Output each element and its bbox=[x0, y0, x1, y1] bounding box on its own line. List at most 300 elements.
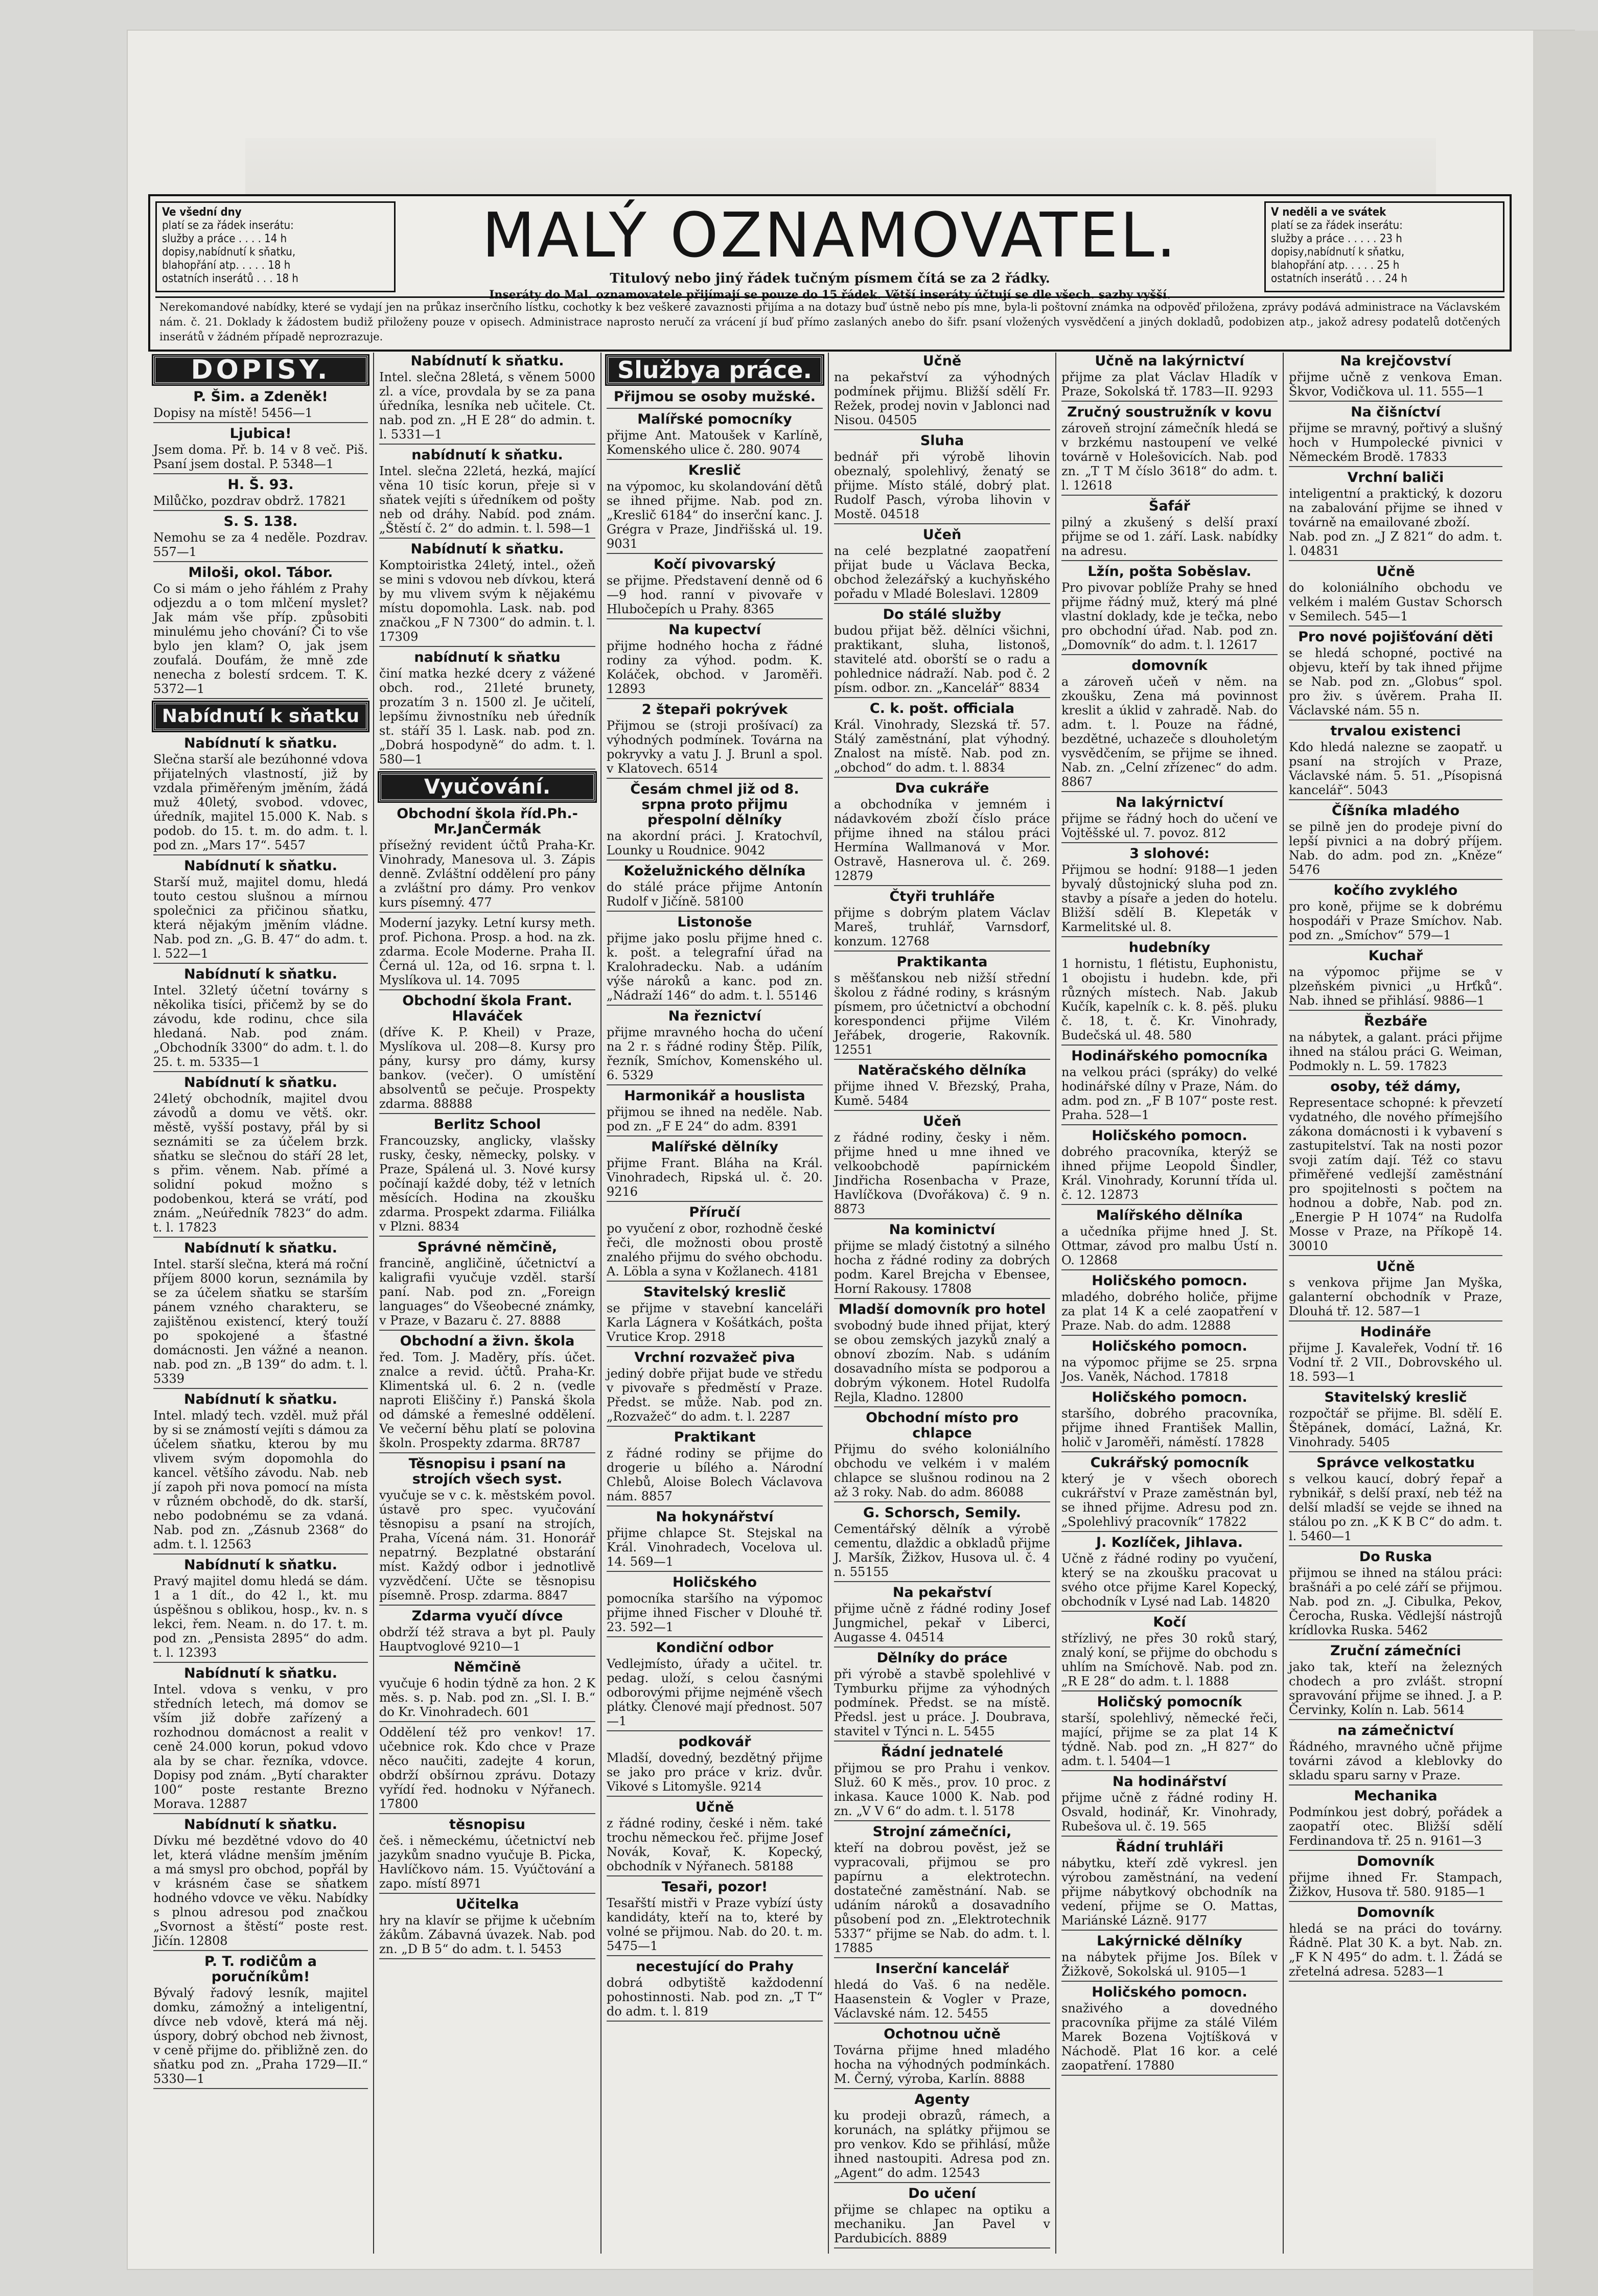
ad-text: Mladší, dovedný, bezdětný přijme se jako pro práce v kriz. dvůr. Vikové s Litomyšle. 9214 bbox=[607, 1751, 823, 1794]
ad-title: Miloši, okol. Tábor. bbox=[188, 565, 333, 581]
classified-ad bbox=[1289, 1905, 1502, 1982]
ad-title: Přijmou se osoby mužské. bbox=[613, 389, 816, 405]
ad-title: Stavitelský kreslič bbox=[1324, 1389, 1467, 1405]
classified-ad bbox=[1061, 1695, 1278, 1771]
classified-ad bbox=[153, 565, 368, 699]
ad-title: Berlitz School bbox=[433, 1117, 541, 1132]
ad-title: Stavitelský kreslič bbox=[643, 1284, 786, 1300]
ad-text: svobodný bude ihned přijat, který se obou zemských jazyků znalý a obnoví zbozím. Nab. s udáním dosavadního místa se podporou a dobrým výkonem. Hotel Rudolfa Rejla, Kladno. 12800 bbox=[834, 1318, 1050, 1404]
classified-ad bbox=[1061, 1390, 1278, 1452]
classified-ad bbox=[1061, 1208, 1278, 1270]
ad-text: přijme se chlapec na optiku a mechaniku. Jan Pavel v Pardubicích. 8889 bbox=[834, 2202, 1050, 2245]
classified-ad bbox=[607, 864, 823, 912]
ad-title: Nabídnutí k sňatku. bbox=[184, 1817, 337, 1833]
ad-text: francině, angličině, účetnictví a kaligrafii vyučuje vzděl. starší paní. Nab. pod zn. „Foreign languages“ do Všeobecné známky, v Praze, v Bazaru č. 27. 8888 bbox=[379, 1256, 595, 1328]
ad-text: Král. Vinohrady, Slezská tř. 57. Stálý zaměstnání, plat výhodný. Znalost na místě. Nab. pod zn. „obchod“ do adm. t. l. 8834 bbox=[834, 717, 1050, 775]
ad-text: přijme ihned Fr. Stampach, Žižkov, Husova tř. 580. 9185—1 bbox=[1289, 1870, 1502, 1899]
classified-ad bbox=[607, 1285, 823, 1347]
classified-ad bbox=[1061, 1985, 1278, 2076]
ad-text: vyučuje se v c. k. městském povol. ústavě pro spec. vyučování těsnopisu a psaní na strojích, Praha, Vícená nám. 31. Honorář nepatrný. Bezplatné obstarání míst. Každý odbor i jednotlivě vyzvědčení. Učte se těsnopisu písemně. Prosp. zdarma. 8847 bbox=[379, 1488, 595, 1603]
ad-title: nabídnutí k sňatku bbox=[414, 650, 561, 665]
ad-title: Praktikanta bbox=[896, 954, 988, 970]
classified-ad bbox=[379, 1609, 595, 1657]
ad-title: Malířské dělníky bbox=[651, 1139, 778, 1155]
classified-ad bbox=[1289, 1390, 1502, 1452]
section-heading: DOPISY. bbox=[153, 356, 368, 384]
ad-text: a zároveň učeň v něm. na zkoušku, Zena má povinnost kreslit a úklid v zahradě. Nab. do adm. t. l. Pouze na řádné, bezdětné, uchazeče s dlouholetým vysvědčením, se přijme se ihned. Nab. zn. „Celní zřízenec“ do adm. 8867 bbox=[1061, 675, 1278, 789]
classified-ad bbox=[1061, 1128, 1278, 1205]
ad-title: Tesaři, pozor! bbox=[661, 1879, 768, 1895]
ad-title: Dva cukráře bbox=[895, 780, 989, 796]
ad-text: 24letý obchodník, majitel dvou závodů a domu ve větš. okr. městě, vyšší postavy, přál by si seznámiti se za účelem brzk. sňatku se slečnou do stáří 28 let, s přim. věnem. Nab. přímé a solidní pokud možno s podobenkou, která se vrátí, pod znám. „Neúředník 7823“ do adm. t. l. 17823 bbox=[153, 1092, 368, 1235]
ad-text: pro koně, přijme se k dobrému hospodáři v Praze Smíchov. Nab. pod zn. „Smíchov“ 579—1 bbox=[1289, 899, 1502, 942]
ad-title: Učeň bbox=[922, 527, 962, 543]
ad-text: Dopisy na místě! 5456—1 bbox=[153, 406, 313, 420]
ad-text: Representace schopné: k převzetí vydatného, dle nového přímejšího zákona domácnosti i k vybavení s zastupitelství. Tak na nosti pozor svoji zatím dají. Též co stavu přiměřené vedlejší zaměstnání pro spojitelnosti s počtem na hodnou a dobře, Nab. pod zn. „Energie P H 1074“ na Rudolfa Mosse v Praze, na Příkopě 14. 30010 bbox=[1289, 1096, 1502, 1253]
ad-text: činí matka hezké dcery z vážené obch. rod., 21leté brunety, prozatím 3 n. 1500 zl. Je učitelí, lepšímu živnostníku neb úředník st. stáří 35 l. Lask. nab. pod zn. „Dobrá hospodyně“ do adm. t. l. 580—1 bbox=[379, 666, 595, 767]
ad-title: Kuchař bbox=[1368, 948, 1423, 964]
classified-ad bbox=[607, 463, 823, 554]
ad-text: češ. i německému, účetnictví neb jazykům snadno vyučuje B. Picka, Havlíčkovo nám. 15. Vyúčtování a zapo. místí 8971 bbox=[379, 1834, 595, 1891]
classified-ad bbox=[1061, 1455, 1278, 1532]
ad-title: Kočí bbox=[1153, 1614, 1186, 1630]
classified-ad bbox=[153, 1392, 368, 1555]
ad-title: Mechanika bbox=[1354, 1788, 1438, 1804]
ad-title: Listonoše bbox=[677, 914, 752, 930]
ad-text: Francouzsky, anglicky, vlašsky rusky, česky, německy, polsky. v Praze, Spálená ul. 3. Nové kursy počínají každé doby, též v letních měsících. Hodina na zkoušku zdarma. Prospekt zdarma. Filiálka v Plzni. 8834 bbox=[379, 1133, 595, 1234]
classified-ad bbox=[379, 993, 595, 1114]
ad-title: podkovář bbox=[678, 1734, 751, 1750]
ad-title: Nabídnutí k sňatku. bbox=[184, 1075, 337, 1091]
ad-title: Učně bbox=[1376, 564, 1415, 579]
ad-title: Agenty bbox=[914, 2092, 970, 2107]
ad-text: dobrá odbytiště každodenní pohostinnosti. Nab. pod zn. „T T“ do adm. t. l. 819 bbox=[607, 1976, 823, 2019]
classified-ad bbox=[834, 2186, 1050, 2248]
ad-title: Řezbáře bbox=[1364, 1013, 1427, 1029]
rates-weekday-line: služby a práce . . . . 14 h bbox=[162, 233, 287, 245]
classified-ad bbox=[834, 2092, 1050, 2183]
ad-title: Obchodní škola říd.Ph.-Mr.JanČermák bbox=[397, 806, 578, 837]
classified-ad bbox=[607, 1880, 823, 1956]
ad-text: přijme Frant. Bláha na Král. Vinohradech, Ripská ul. č. 20. 9216 bbox=[607, 1156, 823, 1199]
ad-title: Na hokynářství bbox=[656, 1509, 774, 1525]
title-block bbox=[406, 200, 1254, 302]
ad-title: Obchodní místo pro chlapce bbox=[866, 1410, 1018, 1441]
ad-title: Nabídnutí k sňatku. bbox=[184, 1391, 337, 1407]
ad-text: Bývalý řadový lesník, majitel domku, zámožný a inteligentní, dívce neb vdově, která má něj. úspory, dobrý obchod neb živnost, v ceně přijme do. přibližně zen. do sňatku pod zn. „Praha 1729—II.“ 5330—1 bbox=[153, 1986, 368, 2086]
classified-ad bbox=[1061, 1840, 1278, 1931]
ad-title: Příručí bbox=[689, 1204, 740, 1220]
classified-ad bbox=[834, 1302, 1050, 1407]
ad-text: přijme za plat Václav Hladík v Praze, Sokolská tř. 1783—II. 9293 bbox=[1061, 370, 1278, 399]
classified-ad bbox=[1061, 499, 1278, 561]
classified-ad bbox=[607, 1734, 823, 1797]
ad-title: Šafář bbox=[1149, 498, 1190, 514]
classified-ad bbox=[834, 1585, 1050, 1648]
ad-text: přijme chlapce St. Stejskal na Král. Vinohradech, Vocelova ul. 14. 569—1 bbox=[607, 1526, 823, 1569]
classified-ad bbox=[834, 607, 1050, 698]
rates-weekday-line: dopisy,nabídnutí k sňatku, bbox=[162, 246, 296, 259]
classified-ad bbox=[1289, 1854, 1502, 1902]
ad-text: na celé bezplatné zaopatření přijat bude u Václava Becka, obchod železářský a kuchyňského pořadu v Mladé Boleslavi. 12809 bbox=[834, 544, 1050, 601]
ad-title: kočího zvyklého bbox=[1333, 883, 1458, 898]
ad-title: Nabídnutí k sňatku. bbox=[410, 541, 564, 557]
classified-ad bbox=[607, 1510, 823, 1572]
rates-holiday-line: blahopřání atp. . . . . 25 h bbox=[1271, 259, 1400, 272]
ad-text: rozpočtář se přijme. Bl. sdělí E. Štěpánek, domácí, Lažná, Kr. Vinohrady. 5405 bbox=[1289, 1406, 1502, 1449]
ad-text: pomocníka staršího na výpomoc přijme ihned Fischer v Dlouhé tř. 23. 592—1 bbox=[607, 1591, 823, 1634]
ad-text: přijme jako poslu přijme hned c. k. pošt. a telegrafní úřad na Kralohradecku. Nab. a udáním výše nároků a kanc. pod zn. „Nádraží 146“ do adm. t. l. 55146 bbox=[607, 931, 823, 1003]
classified-ad bbox=[1061, 940, 1278, 1046]
ad-text: na výpomoc přijme se 25. srpna Jos. Vaněk, Náchod. 17818 bbox=[1061, 1355, 1278, 1384]
ad-title: Vrchní baliči bbox=[1347, 470, 1444, 485]
classified-ad bbox=[379, 448, 595, 539]
ad-text: přijme ihned V. Březský, Praha, Kumě. 5484 bbox=[834, 1079, 1050, 1108]
classified-ad bbox=[1289, 1259, 1502, 1321]
ad-title: Těsnopisu i psaní na strojích všech syst. bbox=[408, 1456, 566, 1487]
ad-text: Intel. slečna 28letá, s věnem 5000 zl. a více, provdala by se za pana úředníka, lesníka neb učitele. Ct. nab. pod zn. „H E 28“ do admin. t. l. 5331—1 bbox=[379, 370, 595, 442]
ad-title: Řádní truhláři bbox=[1116, 1839, 1223, 1855]
ad-title: domovník bbox=[1131, 658, 1208, 674]
classified-ad bbox=[379, 1897, 595, 1959]
column-3 bbox=[600, 353, 828, 2254]
classified-ad bbox=[1289, 1643, 1502, 1720]
ad-text: jako tak, kteří na železných chodech a pro zvlášt. stropní spravování přijme se ihned. J. a P. Červinky, Kolín n. Lab. 5614 bbox=[1289, 1660, 1502, 1717]
ad-title: Domovník bbox=[1357, 1905, 1434, 1920]
ad-title: Dělníky do práce bbox=[876, 1650, 1008, 1666]
classified-ad bbox=[153, 1558, 368, 1663]
rates-weekday-line: Ve všední dny bbox=[162, 206, 242, 219]
ad-text: Slečna starší ale bezúhonné vdova přijatelných vlastností, již by vzdala přiměřeným jměním, žádá muž 40letý, svobod. vdovec, úředník, majitel 15.000 K. Nab. s podob. do 15. t. m. do adm. t. l. pod zn. „Mars 17“. 5457 bbox=[153, 752, 368, 852]
rates-holiday-line: ostatních inserátů . . . 24 h bbox=[1271, 272, 1407, 285]
ad-title: Na kupectví bbox=[668, 622, 761, 638]
classified-ad bbox=[607, 622, 823, 699]
ad-title: Koželužnického dělníka bbox=[623, 863, 806, 879]
classified-ad bbox=[1289, 1549, 1502, 1640]
classified-ad bbox=[153, 1666, 368, 1814]
classified-ad bbox=[379, 1660, 595, 1722]
ad-title: Ljubica! bbox=[229, 426, 292, 442]
ad-text: pilný a zkušený s delší praxí přijme se od 1. září. Lask. nabídky na adresu. bbox=[1061, 515, 1278, 558]
ad-text: Tesařští mistři v Praze vybízí ústy kandidáty, kteří na to, které by volné se přijmou. Nab. do 20. t. m. 5475—1 bbox=[607, 1896, 823, 1953]
section-heading: Nabídnutí k sňatku bbox=[153, 702, 368, 731]
classified-ad bbox=[834, 433, 1050, 524]
classified-ad bbox=[607, 1800, 823, 1876]
ad-title: Nabídnutí k sňatku. bbox=[410, 353, 564, 369]
classified-ad bbox=[1289, 405, 1502, 467]
ad-title: Nabídnutí k sňatku. bbox=[184, 735, 337, 751]
ad-title: Kreslič bbox=[688, 462, 742, 478]
classified-ad bbox=[1289, 803, 1502, 880]
column-5 bbox=[1055, 353, 1283, 2254]
classified-ad bbox=[1289, 948, 1502, 1011]
masthead bbox=[148, 194, 1512, 352]
rates-weekday-line: ostatních inserátů . . . 18 h bbox=[162, 272, 298, 285]
ad-text: přijmou se ihned na neděle. Nab. pod zn. „F E 24“ do adm. 8391 bbox=[607, 1105, 823, 1133]
classifieds-columns bbox=[148, 353, 1508, 2254]
ad-title: Učně bbox=[695, 1799, 734, 1815]
ad-text: Učně z řádné rodiny po vyučení, který se na zkoušku pracovat u svého otce přijme Karel Kopecký, obchodník v Lysé nad Lab. 14820 bbox=[1061, 1551, 1278, 1609]
ad-title: Číšníka mladého bbox=[1331, 803, 1460, 819]
classified-ad bbox=[1061, 564, 1278, 655]
classified-ad bbox=[1061, 405, 1278, 496]
ad-text: se přijme v stavební kanceláři Karla Lágnera v Košátkách, pošta Vrutice Krop. 2918 bbox=[607, 1301, 823, 1344]
ad-title: Správné němčině, bbox=[417, 1239, 558, 1255]
ad-text: inteligentní a praktický, k dozoru na zabalování přijme se ihned v továrně na emailované zboží. bbox=[1289, 486, 1502, 529]
faded-masthead-ghost bbox=[245, 138, 1436, 194]
ad-text: přijme mravného hocha do učení na 2 r. s řádné rodiny Štěp. Pilík, řezník, Smíchov, Komenského ul. 6. 5329 bbox=[607, 1025, 823, 1082]
ad-text: kteří na dobrou pověst, jež se vypracovali, přijmou se pro papírnu a elektrotechn. dostatečné zaměstnání. Nab. se udáním nároků a dosavadního působení pod zn. „Elektrotechnik 5337“ přijme se Nab. do adm. t. l. 17885 bbox=[834, 1841, 1050, 1955]
ad-text: přijme učně z řádné rodiny H. Osvald, hodinář, Kr. Vinohrady, Rubešova ul. č. 19. 565 bbox=[1061, 1791, 1278, 1834]
ad-text: přijme se řádný hoch do učení ve Vojtěšské ul. 7. povoz. 812 bbox=[1061, 811, 1278, 840]
ad-title: Sluha bbox=[920, 433, 964, 449]
classified-ad bbox=[834, 2027, 1050, 2089]
classified-ad bbox=[834, 781, 1050, 886]
classified-ad bbox=[379, 1117, 595, 1237]
subtitle: Titulový nebo jiný řádek tučným písmem čítá se za 2 řádky. bbox=[610, 271, 1050, 286]
ad-title: Učně bbox=[922, 353, 962, 369]
ad-text: dobrého pracovníka, kterýž se ihned přijme Leopold Šindler, Král. Vinohrady, Korunní třída ul. č. 12. 12873 bbox=[1061, 1145, 1278, 1202]
ad-text: na nábytek, a galant. práci přijme ihned na stálou práci G. Weiman, Podmokly n. L. 59. 17823 bbox=[1289, 1030, 1502, 1073]
ad-text: 1 hornistu, 1 flétistu, Euphonistu, 1 obojistu i hudebn. kde, při různých místech. Nab. Jakub Kučík, kapelník c. k. 8. pěš. pluku č. 18, t. č. Kr. Vinohrady, Budečská ul. 48. 580 bbox=[1061, 957, 1278, 1042]
classified-ad bbox=[379, 1817, 595, 1894]
ad-text: Oddělení též pro venkov! 17. učebnice rok. Kdo chce v Praze něco naučiti, zadejte 4 korun, obdrží obšírnou zprávu. Dotazy vyřídí řed. hodnoku v Nýřanech. 17800 bbox=[379, 1725, 595, 1811]
classified-ad bbox=[834, 1222, 1050, 1299]
classified-ad bbox=[834, 1063, 1050, 1111]
ad-text: Kdo hledá nalezne se zaopatř. u psaní na strojích v Praze, Václavské nám. 5. 51. „Písopisná kancelář“. 5043 bbox=[1289, 740, 1502, 797]
ad-text: snaživého a dovedného pracovníka přijme za stálé Vilém Marek Bozena Vojtíšková v Náchodě. Plat 16 kor. a celé zaopatření. 17880 bbox=[1061, 2001, 1278, 2073]
ad-title: osoby, též dámy, bbox=[1330, 1079, 1461, 1095]
ad-title: Kočí pivovarský bbox=[653, 556, 776, 572]
ad-title: Holičského pomocn. bbox=[1092, 1128, 1247, 1144]
rates-holiday-box bbox=[1264, 201, 1504, 292]
ad-title: Nabídnutí k sňatku. bbox=[184, 1557, 337, 1573]
classified-ad bbox=[607, 412, 823, 460]
classified-ad bbox=[607, 389, 823, 409]
classified-ad bbox=[1289, 564, 1502, 627]
classified-ad bbox=[1061, 1273, 1278, 1336]
ad-title: Pro nové pojišťování děti bbox=[1298, 629, 1493, 645]
classified-ad bbox=[153, 967, 368, 1072]
ad-text: Pro pivovar poblíže Prahy se hned přijme řádný muž, který má plné vlastní doklady, kde je tečka, nebo pro obchodní úřad. Nab. pod zn. „Domovník“ do adm. t. l. 12617 bbox=[1061, 581, 1278, 652]
ad-title: Mladší domovník pro hotel bbox=[838, 1302, 1046, 1317]
ad-text: s velkou kaucí, dobrý řepař a rybnikář, s delší praxí, neb též na delší mladší se vejde se ihned na stálou po zn. „K K B C“ do adm. t. l. 5460—1 bbox=[1289, 1472, 1502, 1543]
ad-title: 3 slohové: bbox=[1129, 846, 1210, 862]
rates-weekday-line: platí se za řádek inserátu: bbox=[162, 219, 294, 232]
ad-title: Lžín, pošta Soběslav. bbox=[1087, 564, 1252, 579]
ad-title: Natěračského dělníka bbox=[858, 1062, 1027, 1078]
ad-title: Na hodinářství bbox=[1112, 1774, 1227, 1790]
ad-text: s venkova přijme Jan Myška, galanterní obchodník v Praze, Dlouhá tř. 12. 587—1 bbox=[1289, 1275, 1502, 1318]
classified-ad bbox=[379, 1725, 595, 1814]
classified-ad bbox=[1061, 1535, 1278, 1612]
ad-text: přijme s dobrým platem Václav Mareš, truhlář, Varnsdorf, konzum. 12768 bbox=[834, 906, 1050, 948]
ad-text: Starší muž, majitel domu, hledá touto cestou slušnou a mírnou společnici za přičinou sňatku, která nějakým jměním vládne. Nab. pod zn. „G. B. 47“ do adm. t. l. 522—1 bbox=[153, 875, 368, 961]
ad-title: Zruční zámečníci bbox=[1330, 1643, 1462, 1659]
classified-ad bbox=[1289, 1723, 1502, 1785]
classified-ad bbox=[153, 1954, 368, 2089]
ad-text: na nábytek přijme Jos. Bílek v Žižkově, Sokolská ul. 9105—1 bbox=[1061, 1950, 1278, 1979]
ad-title: Učitelka bbox=[455, 1896, 519, 1912]
rates-weekday-line: blahopřání atp. . . . . 18 h bbox=[162, 259, 291, 272]
classified-ad bbox=[607, 915, 823, 1006]
ad-text: Jsem doma. Př. b. 14 v 8 več. Piš. Psaní jsem dostal. P. 5348—1 bbox=[153, 443, 368, 471]
ad-title: Němčině bbox=[453, 1659, 521, 1675]
classified-ad bbox=[607, 702, 823, 779]
classified-ad bbox=[834, 1114, 1050, 1219]
ad-text: střízlivý, ne přes 30 roků starý, znalý koní, se přijme do obchodu s uhlím na Smíchově. Nab. pod zn. „R E 28“ do adm. t. l. 1888 bbox=[1061, 1631, 1278, 1688]
classified-ad bbox=[1061, 1615, 1278, 1691]
ad-title: Na krejčovství bbox=[1340, 353, 1451, 369]
classified-ad bbox=[834, 1961, 1050, 2024]
ad-title: Strojní zámečníci, bbox=[872, 1824, 1012, 1840]
ad-text: Moderní jazyky. Letní kursy meth. prof. Pichona. Prosp. a hod. na zk. zdarma. Ecole Moderne. Praha II. Černá ul. 12a, od 16. srpna t. l. Myslíkova ul. 14. 7095 bbox=[379, 916, 595, 987]
ad-text: přijme se mladý čistotný a silného hocha z řádné rodiny za dobrých podm. Karel Brejcha v Ebensee, Horní Rakousy. 17808 bbox=[834, 1239, 1050, 1296]
ad-title: Do učení bbox=[908, 2186, 976, 2201]
ad-text: zároveň strojní zámečník hledá se v brzkému nastoupení ve velké továrně v Holešovicích. Nab. pod zn. „T T M číslo 3618“ do adm. t. l. 12618 bbox=[1061, 421, 1278, 493]
ad-text: s měšťanskou neb nižší střední školou z řádné rodiny, s krásným písmem, pro účetnictví a obchodní korespondenci přijme Vilém Jeřábek, drogerie, Rakovník. 12551 bbox=[834, 971, 1050, 1057]
section-heading: Vyučování. bbox=[379, 773, 595, 801]
ad-title: Správce velkostatku bbox=[1316, 1455, 1475, 1471]
administration-notice: Nerekomandové nabídky, které se vydají jen na průkaz inserčního lístku, cochotky k bez veškeré zavaznosti přijíma a na dotazy buď ústně nebo pís mne, byla-li poštovní známka na odpověď přiložena, zprávy podává administrace na Václavském nám. č. 21. Doklady k žádostem budiž přiloženy pouze v opisech. Administrace naprosto neručí za vrácení jí buď přímo zaslaných anebo do šifr. psaní vložených vysvědčení a jiných dokladů, podobizen atp., jakož adresy podatelů dotčených inserátů v žádném případě neprozrazuje. bbox=[155, 296, 1504, 343]
ad-title: Řádní jednatelé bbox=[881, 1744, 1004, 1760]
classified-ad bbox=[1061, 354, 1278, 402]
rates-holiday-line: dopisy,nabídnutí k sňatku, bbox=[1271, 246, 1405, 259]
ad-title: P. T. rodičům a poručníkům! bbox=[204, 1954, 317, 1985]
ad-title: Nabídnutí k sňatku. bbox=[184, 858, 337, 874]
classified-ad bbox=[379, 806, 595, 913]
ad-text: Intel. vdova s venku, v pro středních letech, má domov se vším již dobře zařízený a rozhodnou domácnost a realit v ceně 24.000 korun, pokud vdovo ala by se char. řezníka, vdovce. Dopisy pod znám. „Bytí charakter 100“ poste restante Brezno Morava. 12887 bbox=[153, 1682, 368, 1811]
ad-text: Řádného, mravného učně přijme továrni závod a kleblovky do skladu sparu sarny v Praze. bbox=[1289, 1740, 1502, 1782]
ad-title: Na řeznictví bbox=[668, 1008, 761, 1024]
ad-text: přijme Ant. Matoušek v Karlíně, Komenského ulice č. 280. 9074 bbox=[607, 428, 823, 457]
ad-title: Holičský pomocník bbox=[1097, 1694, 1242, 1710]
ad-title: P. Šim. a Zdeněk! bbox=[193, 389, 328, 405]
ad-text: a obchodníka v jemném i nádavkovém zboží číslo práce přijme ihned na stálou práci Hermína Wallmanová v Mor. Ostravě, Hasnerova ul. č. 269. 12879 bbox=[834, 797, 1050, 883]
ad-title: Lakýrnické dělníky bbox=[1097, 1933, 1242, 1949]
classified-ad bbox=[153, 514, 368, 562]
classified-ad bbox=[607, 1430, 823, 1506]
ad-text: přijme učně z řádné rodiny Josef Jungmichel, pekař v Liberci, Augasse 4. 04514 bbox=[834, 1602, 1050, 1644]
ad-title: trvalou existenci bbox=[1330, 723, 1461, 739]
ad-title: G. Schorsch, Semily. bbox=[863, 1505, 1022, 1521]
ad-title: Obchodní škola Frant. Hlaváček bbox=[402, 993, 572, 1024]
classified-ad bbox=[1289, 1079, 1502, 1256]
ad-text: přísežný revident účtů Praha-Kr. Vinohrady, Manesova ul. 3. Zápis denně. Zvláštní oddělení pro pány a zvláštní pro dámy. Pro venkov kurs písemný. 477 bbox=[379, 838, 595, 910]
ad-title: hudebníky bbox=[1128, 940, 1211, 956]
classified-ad bbox=[1289, 1455, 1502, 1546]
ad-text: bednář při výrobě lihovin obeznalý, spolehlivý, ženatý se přijme. Místo stálé, dobrý plat. Rudolf Pasch, výroba lihovin v Mostě. 04518 bbox=[834, 450, 1050, 521]
ad-text: na pekařství za výhodných podmínek přijmu. Bližší sdělí Fr. Režek, prodej novin v Jablonci nad Nisou. 04505 bbox=[834, 370, 1050, 427]
ad-title: Holičského pomocn. bbox=[1092, 1273, 1247, 1289]
classified-ad bbox=[1061, 1339, 1278, 1387]
column-2 bbox=[373, 353, 600, 2254]
ad-title: Malířského dělníka bbox=[1096, 1208, 1243, 1223]
ad-text: Podmínkou jest dobrý, pořádek a zaopatří otec. Bližší sdělí Ferdinandova tř. 25 n. 9161—3 bbox=[1289, 1805, 1502, 1848]
rates-holiday-line: platí se za řádek inserátu: bbox=[1271, 219, 1403, 232]
ad-title: Hodinářského pomocníka bbox=[1071, 1048, 1268, 1064]
classified-ad bbox=[834, 1505, 1050, 1582]
ad-title: Holičského pomocn. bbox=[1092, 1338, 1247, 1354]
classified-ad bbox=[1289, 630, 1502, 721]
ad-text: jediný dobře přijat bude ve středu v pivovaře s předměstí v Praze. Předst. se může. Nab. pod zn. „Rozvažeč“ do adm. t. l. 2287 bbox=[607, 1366, 823, 1424]
classified-ad bbox=[607, 1009, 823, 1085]
column-6 bbox=[1283, 353, 1508, 2254]
classified-ad bbox=[379, 354, 595, 445]
ad-text: se pilně jen do prodeje pivní do lepší pivnici a na dobrý příjem. Nab. do adm. pod zn. „Kněze“ 5476 bbox=[1289, 820, 1502, 877]
ad-text: se přijme. Představení denně od 6—9 hod. ranní v pivovaře v Hlubočepích u Prahy. 8365 bbox=[607, 573, 823, 616]
classified-ad bbox=[153, 1241, 368, 1389]
ad-text: hledá do Vaš. 6 na neděle. Haasenstein & Vogler v Praze, Václavské nám. 12. 5455 bbox=[834, 1978, 1050, 2021]
classified-ad bbox=[1061, 846, 1278, 937]
ad-text: Dívku mé bezdětné vdovo do 40 let, která vládne menším jměním a má smysl pro obchod, popřál by v krásném čase se sňatkem hodného vdovce ve věku. Nabídky s plnou adresou pod značkou „Svornost a štěstí“ poste rest. Jičín. 12808 bbox=[153, 1834, 368, 1948]
ad-text: Intel. starší slečna, která má roční příjem 8000 korun, seznámila by se za účelem sňatku se starším pánem vzného charakteru, se zajištěnou existencí, který touží po spokojené a šťastné domácnosti. Jen vážné a neanon. nab. pod zn. „B 139“ do adm. t. l. 5339 bbox=[153, 1257, 368, 1386]
ad-text: při výrobě a stavbě spolehlivé v Tymburku přijme za výhodných podmínek. Předst. se na místě. Předsl. jest u práce. J. Doubrava, stavitel v Týnci n. L. 5455 bbox=[834, 1667, 1050, 1738]
ad-text-extra: Nab. pod zn. „J Z 821“ do adm. t. l. 04831 bbox=[1289, 529, 1502, 558]
ad-text: přijme se mravný, pořtivý a slušný hoch v Humpolecké pivnici v Německém Brodě. 17833 bbox=[1289, 421, 1502, 464]
classified-ad bbox=[153, 1817, 368, 1951]
ad-title: necestující do Prahy bbox=[636, 1959, 794, 1975]
ad-text: ku prodeji obrazů, rámech, a korunách, na splátky přijmou se pro venkov. Kdo se přihlásí, může ihned nastoupiti. Adresa pod zn. „Agent“ do adm. 12543 bbox=[834, 2108, 1050, 2180]
ad-text: hry na klavír se přijme k učebním žákům. Zábavná úvazek. Nab. pod zn. „D B 5“ do adm. t. l. 5453 bbox=[379, 1913, 595, 1956]
ad-title: Na čišníctví bbox=[1351, 404, 1441, 420]
classified-ad bbox=[153, 389, 368, 423]
rates-holiday-line: služby a práce . . . . . 23 h bbox=[1271, 233, 1402, 245]
ad-text: řed. Tom. J. Maděry, přís. účet. znalce a revid. účtů. Praha-Kr. Klimentská ul. 6. 2 n. (vedle naproti Eliščiny ř.) Panská škola od dámské a řemeslné oddělení. Ve večerní běhu platí se polovina školn. Prospekty zdarma. 8R787 bbox=[379, 1350, 595, 1450]
classified-ad bbox=[1289, 724, 1502, 800]
ad-title: Praktikant bbox=[674, 1429, 756, 1445]
ad-text: z řádné rodiny se přijme do drogerie u bílého a. Národní Chlebů, Aloise Bolech Václavova nám. 8857 bbox=[607, 1446, 823, 1503]
ad-title: Obchodní a živn. škola bbox=[400, 1333, 575, 1349]
classified-ad bbox=[379, 1456, 595, 1606]
classified-ad bbox=[379, 1334, 595, 1453]
ad-title: Učně bbox=[1376, 1259, 1415, 1274]
classified-ad bbox=[607, 1959, 823, 2022]
classified-ad bbox=[1289, 470, 1502, 561]
ad-text: Továrna přijme hned mladého hocha na výhodných podmínkách. M. Černý, výroba, Karlín. 8888 bbox=[834, 2043, 1050, 2086]
ad-title: Učně na lakýrnictví bbox=[1095, 353, 1244, 369]
ad-text: Komptoiristka 24letý, intel., ožeň se mini s vdovou neb dívkou, která by mu vlivem svým k nějakému místu dopomohla. Lask. nab. pod značkou „F N 7300“ do admin. t. l. 17309 bbox=[379, 558, 595, 644]
ad-text: který je v všech oborech cukrářství v Praze zaměstnán byl, se ihned přijme. Adresu pod zn. „Spolehlivý pracovník“ 17822 bbox=[1061, 1472, 1278, 1529]
classified-ad bbox=[834, 1745, 1050, 1821]
ad-text: a učedníka přijme hned J. St. Ottmar, závod pro malbu Ústí n. O. 12868 bbox=[1061, 1224, 1278, 1267]
ad-text: Nemohu se za 4 neděle. Pozdrav. 557—1 bbox=[153, 530, 368, 559]
ad-title: Nabídnutí k sňatku. bbox=[184, 1665, 337, 1681]
classified-ad bbox=[379, 542, 595, 647]
classified-ad bbox=[153, 1075, 368, 1238]
ad-title: na zámečnictví bbox=[1337, 1723, 1454, 1738]
classified-ad bbox=[1061, 1934, 1278, 1982]
ad-title: Kondiční odbor bbox=[656, 1640, 774, 1656]
classified-ad bbox=[607, 782, 823, 861]
ad-title: Cukrářský pomocník bbox=[1090, 1455, 1249, 1471]
ad-text: vyučuje 6 hodin týdně za hon. 2 K měs. s. p. Nab. pod zn. „Sl. I. B.“ do Kr. Vinohradech. 601 bbox=[379, 1676, 595, 1719]
ad-text: do koloniálního obchodu ve velkém i malém Gustav Schorsch v Semilech. 545—1 bbox=[1289, 581, 1502, 623]
ad-text: přijmou se ihned na stálou práci: brašnáři a po celé září se přijmou. Nab. pod zn. „J. Cibulka, Pekov, Čerocha, Ruska. Vědlejší nástrojů krídlovka Ruska. 5462 bbox=[1289, 1566, 1502, 1637]
classified-ad bbox=[834, 889, 1050, 952]
ad-title: Čtyři truhláře bbox=[889, 889, 995, 905]
ad-title: H. Š. 93. bbox=[227, 477, 294, 493]
ad-title: S. S. 138. bbox=[223, 514, 298, 529]
ad-text: na výpomoc, ku skolandování dětů se ihned přijme. Nab. pod zn. „Kreslič 6184“ do inserční kanc. J. Grégra v Praze, Jindřišská ul. 19. 9031 bbox=[607, 479, 823, 551]
classified-ad bbox=[607, 1350, 823, 1427]
ad-text: z řádné rodiny, české i něm. také trochu německou řeč. přijme Josef Novák, Kovař, K. Kopecký, obchodník v Nýřanech. 58188 bbox=[607, 1816, 823, 1873]
ad-title: 2 štepaři pokrývek bbox=[641, 702, 788, 717]
ad-text: z řádné rodiny, česky i něm. přijme hned u mne ihned ve velkoobchodě papírnickém Jindřicha Rosenbacha v Praze, Havlíčkova (Dvořákova) č. 9 n. 8873 bbox=[834, 1130, 1050, 1216]
page-edge bbox=[1533, 31, 1598, 2296]
ad-text: Intel. mladý tech. vzděl. muž přál by si se známostí vejíti s dámou za účelem sňatku, kterou by mu vlivem svým dopomohla do kancel. většího závodu. Nab. neb jí zapoh při nova pomocí na místa v různém obchodě, do dk. starší, nebo podobnému se za vdaná. Nab. pod zn. „Zásnub 2368“ do adm. t. l. 12563 bbox=[153, 1408, 368, 1551]
ad-text: přijme J. Kavaleřek, Vodní tř. 16 Vodní tř. 2 VII., Dobrovského ul. 18. 593—1 bbox=[1289, 1341, 1502, 1384]
